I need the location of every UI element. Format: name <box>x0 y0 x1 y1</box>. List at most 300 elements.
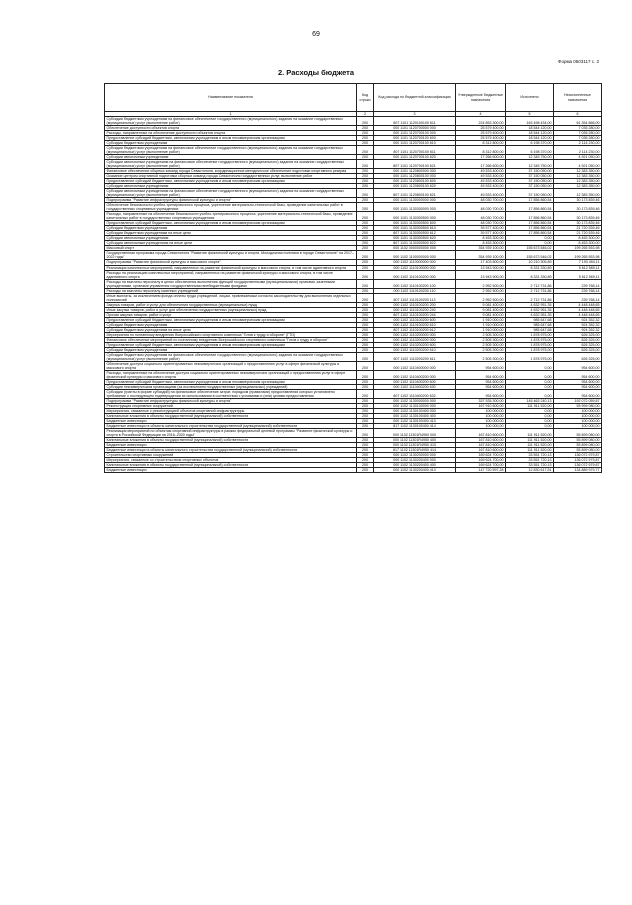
row-executed-amount: 6 198 370,00 <box>506 146 554 155</box>
row-executed-amount: 18 544 120,00 <box>506 126 554 131</box>
row-line-code: 200 <box>357 146 374 155</box>
row-line-code: 200 <box>357 453 374 458</box>
row-approved-amount: 1 910 000,00 <box>456 317 506 322</box>
row-name: Прочая закупка товаров, работ и услуг <box>105 312 357 317</box>
row-line-code: 200 <box>357 246 374 251</box>
row-name: Субсидии бюджетным учреждениям на иные цели <box>105 327 357 332</box>
row-name: Субсидии бюджетным учреждениям на иные цели <box>105 231 357 236</box>
row-executed-amount: 2 712 731,86 <box>506 288 554 293</box>
row-classification-code: 000 1101 1120700100 000 <box>374 131 456 136</box>
row-approved-amount: 48 030 700,00 <box>456 203 506 212</box>
table-row <box>105 429 602 438</box>
row-executed-amount: 17 856 860,54 <box>506 198 554 203</box>
row-line-code: 200 <box>357 270 374 279</box>
row-executed-amount: 33 551 720,13 <box>506 463 554 468</box>
row-executed-amount: 111 911 520,00 <box>506 448 554 453</box>
row-approved-amount: 100 000,00 <box>456 419 506 424</box>
row-classification-code: 807 1101 1120700100 621 <box>374 160 456 169</box>
row-unexecuted-amount: 954 600,00 <box>554 384 602 389</box>
row-unexecuted-amount: 626 325,00 <box>554 342 602 347</box>
row-classification-code: 000 1102 11301R4950 410 <box>374 443 456 448</box>
row-classification-code: 000 1102 1110400000 000 <box>374 361 456 370</box>
row-unexecuted-amount: 4 921 050,00 <box>554 155 602 160</box>
row-classification-code: 000 1102 1110400200 600 <box>374 379 456 384</box>
row-classification-code: 000 1102 1130100400 000 <box>374 408 456 413</box>
row-approved-amount: 13 943 900,00 <box>456 265 506 270</box>
row-line-code: 200 <box>357 169 374 174</box>
row-classification-code: 817 1102 1130100400 414 <box>374 424 456 429</box>
row-name: Субсидии автономным учреждениям <box>105 184 357 189</box>
row-executed-amount: 0,00 <box>506 408 554 413</box>
header-row <box>105 84 602 112</box>
table-row <box>105 160 602 169</box>
row-line-code: 200 <box>357 342 374 347</box>
row-name: Субсидии некоммерческим организациям (за исключением государственных (муниципальных) учреждений) <box>105 384 357 389</box>
row-approved-amount: 25 579 400,00 <box>456 136 506 141</box>
row-approved-amount: 224 853 300,00 <box>456 117 506 126</box>
row-unexecuted-amount: 199 265 553,98 <box>554 246 602 251</box>
row-name: Субсидии автономным учреждениям на иные цели <box>105 241 357 246</box>
row-name: Капитальные вложения в объекты государственной (муниципальной) собственности <box>105 413 357 418</box>
row-unexecuted-amount: 136 072 979,87 <box>554 458 602 463</box>
row-line-code: 200 <box>357 179 374 184</box>
row-name: Субсидии бюджетным учреждениям на финансовое обеспечение государственного (муниципального) задания на оказание государственных (муниципальных) услуг (выполнение работ) <box>105 352 357 361</box>
row-unexecuted-amount: 5 612 569,11 <box>554 270 602 279</box>
row-approved-amount: 954 600,00 <box>456 389 506 398</box>
row-unexecuted-amount: 55 899 080,00 <box>554 429 602 438</box>
row-unexecuted-amount: 7 193 494,11 <box>554 260 602 265</box>
table-row <box>105 212 602 221</box>
row-executed-amount: 1 878 975,00 <box>506 337 554 342</box>
row-line-code: 200 <box>357 317 374 322</box>
row-classification-code: 000 1102 1110100000 000 <box>374 265 456 270</box>
row-line-code: 200 <box>357 448 374 453</box>
row-line-code: 200 <box>357 322 374 327</box>
row-name: Мероприятия, связанные со строительством спортивных объектов <box>105 458 357 463</box>
row-name: Субсидии бюджетным учреждениям <box>105 141 357 146</box>
row-name: Оказание центром спортивной подготовки сборных команд города Севастополя государственных услуг, выполнение работ <box>105 174 357 179</box>
row-line-code: 200 <box>357 370 374 379</box>
row-approved-amount: 39 577 400,00 <box>456 226 506 231</box>
row-line-code: 200 <box>357 408 374 413</box>
row-line-code: 200 <box>357 419 374 424</box>
row-unexecuted-amount: 8 453 300,00 <box>554 241 602 246</box>
row-approved-amount: 48 030 700,00 <box>456 221 506 226</box>
row-line-code: 200 <box>357 398 374 403</box>
row-unexecuted-amount: 954 600,00 <box>554 361 602 370</box>
expenses-table <box>104 83 602 473</box>
row-classification-code: 807 1102 1110100200 612 <box>374 327 456 332</box>
row-classification-code: 807 1101 1120100100 611 <box>374 117 456 126</box>
section-title: 2. Расходы бюджета <box>277 68 355 77</box>
row-line-code: 200 <box>357 265 374 270</box>
row-unexecuted-amount: 12 383 350,00 <box>554 189 602 198</box>
row-approved-amount: 954 600,00 <box>456 361 506 370</box>
row-name: Обеспечение доступности объектов спорта <box>105 126 357 131</box>
row-classification-code: 000 1101 1130300500 600 <box>374 221 456 226</box>
table-row <box>105 279 602 288</box>
row-approved-amount: 49 533 400,00 <box>456 179 506 184</box>
row-classification-code: 000 1101 1130300500 610 <box>374 226 456 231</box>
row-name: Подпрограмма "Развитие физической культуры и массового спорта" <box>105 260 357 265</box>
row-line-code: 200 <box>357 384 374 389</box>
row-name: Капитальные вложения в объекты государственной (муниципальной) собственности <box>105 438 357 443</box>
row-classification-code: 000 1102 1130100400 410 <box>374 419 456 424</box>
row-approved-amount: 167 810 600,00 <box>456 438 506 443</box>
row-approved-amount: 13 943 900,00 <box>456 270 506 279</box>
row-approved-amount: 100 000,00 <box>456 424 506 429</box>
row-executed-amount: 0,00 <box>506 370 554 379</box>
row-approved-amount: 49 533 400,00 <box>456 189 506 198</box>
row-name: Предоставление субсидий бюджетным, автономным учреждениям и иным некоммерческим организациям <box>105 379 357 384</box>
row-executed-amount: 0,00 <box>506 389 554 398</box>
row-name: Субсидии бюджетным учреждениям на финансовое обеспечение государственного (муниципального) задания на оказание государственных (муниципальных) услуг (выполнение работ) <box>105 146 357 155</box>
column-header-unexecuted: Неисполненные назначения <box>554 84 602 112</box>
row-name: Бюджетные инвестиции в объекты капитального строительства государственной (муниципальной) собственности <box>105 424 357 429</box>
table-row <box>105 370 602 379</box>
page-number: 69 <box>312 31 320 38</box>
row-classification-code: 807 1102 1110400200 632 <box>374 389 456 398</box>
row-unexecuted-amount: 239 768,14 <box>554 293 602 302</box>
row-executed-amount: 111 911 520,00 <box>506 443 554 448</box>
row-approved-amount: 354 939 100,00 <box>456 246 506 251</box>
row-executed-amount: 12 345 750,00 <box>506 155 554 160</box>
column-header-name: Наименование показателя <box>105 84 357 112</box>
row-line-code: 200 <box>357 361 374 370</box>
row-executed-amount: 985 647,68 <box>506 317 554 322</box>
row-name: Предоставление субсидий бюджетным, автономным учреждениям и иным некоммерческим организациям <box>105 342 357 347</box>
row-classification-code: 817 1102 11301R4950 414 <box>374 448 456 453</box>
row-unexecuted-amount: 8 453 300,00 <box>554 236 602 241</box>
row-name: Субсидии автономным учреждениям на финансовое обеспечение государственного (муниципального) задания на оказание государственных (муниципальных) услуг (выполнение работ) <box>105 189 357 198</box>
row-line-code: 200 <box>357 352 374 361</box>
row-classification-code: 000 1101 1130300500 000 <box>374 212 456 221</box>
row-classification-code: 000 1101 1130300000 000 <box>374 203 456 212</box>
row-line-code: 200 <box>357 212 374 221</box>
column-number: 3 <box>374 112 456 117</box>
row-classification-code: 000 1102 1110100200 610 <box>374 322 456 327</box>
table-row <box>105 468 602 473</box>
table-row <box>105 189 602 198</box>
row-approved-amount: 169 624 700,00 <box>456 463 506 468</box>
row-classification-code: 000 1102 1100000000 000 <box>374 251 456 260</box>
row-name: Строительство спортивных сооружений <box>105 453 357 458</box>
row-executed-amount: 37 150 050,00 <box>506 189 554 198</box>
row-executed-amount: 37 150 050,00 <box>506 179 554 184</box>
column-header-classification: Код расхода по бюджетной классификации <box>374 84 456 112</box>
column-number: 1 <box>105 112 357 117</box>
row-line-code: 200 <box>357 438 374 443</box>
row-approved-amount: 48 030 700,00 <box>456 212 506 221</box>
row-line-code: 200 <box>357 332 374 337</box>
row-unexecuted-amount: 21 720 539,46 <box>554 231 602 236</box>
row-classification-code: 000 1102 1130000000 000 <box>374 398 456 403</box>
table-row <box>105 203 602 212</box>
row-classification-code: 000 1102 1130100000 000 <box>374 403 456 408</box>
row-name: Предоставление субсидий бюджетным, автономным учреждениям и иным некоммерческим организациям <box>105 179 357 184</box>
row-name: Подпрограмма "Развитие инфраструктуры физической культуры и спорта" <box>105 198 357 203</box>
table-row <box>105 352 602 361</box>
row-name: Предоставление субсидий бюджетным, автономным учреждениям и иным некоммерческим организациям <box>105 136 357 141</box>
row-executed-amount: 111 911 520,00 <box>506 438 554 443</box>
row-classification-code: 000 1102 1110200200 610 <box>374 347 456 352</box>
row-name: Государственная программа города Севастополя "Развитие физической культуры и спорта. Молодежная политика в городе Севастополе" на 2017–2022 годы" <box>105 251 357 260</box>
row-unexecuted-amount: 7 035 280,00 <box>554 131 602 136</box>
row-classification-code: 000 1102 1110100200 200 <box>374 302 456 307</box>
row-approved-amount: 169 624 700,00 <box>456 453 506 458</box>
row-name: Мероприятия по поэтапному внедрению Всероссийского спортивного комплекса "Готов к труду и обороне" (ГТО) <box>105 332 357 337</box>
row-name: Финансовое обеспечение мероприятий по поэтапному внедрению Всероссийского спортивного комплекса "Готов к труду и обороне" <box>105 337 357 342</box>
row-approved-amount: 147 720 597,28 <box>456 468 506 473</box>
row-classification-code: 000 1102 1110400200 630 <box>374 384 456 389</box>
row-approved-amount: 2 952 500,00 <box>456 279 506 288</box>
row-line-code: 200 <box>357 302 374 307</box>
row-executed-amount: 111 911 520,00 <box>506 403 554 408</box>
row-line-code: 200 <box>357 327 374 332</box>
row-executed-amount: 8 331 330,89 <box>506 265 554 270</box>
row-name: Бюджетные инвестиции в объекты капитального строительства государственной (муниципальной) собственности <box>105 448 357 453</box>
row-approved-amount: 25 579 400,00 <box>456 131 506 136</box>
row-classification-code: 000 1102 1130100400 400 <box>374 413 456 418</box>
row-name: Субсидии бюджетным учреждениям <box>105 322 357 327</box>
row-executed-amount: 8 331 330,89 <box>506 270 554 279</box>
row-classification-code: 000 1102 1110100200 100 <box>374 279 456 288</box>
row-line-code: 200 <box>357 379 374 384</box>
row-line-code: 200 <box>357 293 374 302</box>
row-approved-amount: 17 403 800,00 <box>456 260 506 265</box>
column-header-line-code: Код строки <box>357 84 374 112</box>
row-unexecuted-amount: 7 035 280,00 <box>554 136 602 141</box>
row-unexecuted-amount: 21 720 539,46 <box>554 226 602 231</box>
row-executed-amount: 0,00 <box>506 419 554 424</box>
row-name: Финансовое обеспечение сборных команд города Севастополя, координационное методическое обеспечение подготовки спортивного резерва <box>105 169 357 174</box>
row-approved-amount: 167 810 600,00 <box>456 429 506 438</box>
row-classification-code: 000 1102 1130200400 410 <box>374 468 456 473</box>
row-executed-amount: 2 712 731,86 <box>506 293 554 302</box>
row-approved-amount: 354 939 100,00 <box>456 251 506 260</box>
row-unexecuted-amount: 239 768,14 <box>554 288 602 293</box>
row-approved-amount: 167 910 600,00 <box>456 403 506 408</box>
row-line-code: 200 <box>357 226 374 231</box>
row-line-code: 200 <box>357 279 374 288</box>
row-line-code: 200 <box>357 198 374 203</box>
row-line-code: 200 <box>357 424 374 429</box>
table-row <box>105 117 602 126</box>
row-line-code: 200 <box>357 413 374 418</box>
row-unexecuted-amount: 55 899 080,00 <box>554 443 602 448</box>
row-executed-amount: 37 150 050,00 <box>506 174 554 179</box>
row-executed-amount: 0,00 <box>506 361 554 370</box>
row-unexecuted-amount: 55 899 080,00 <box>554 438 602 443</box>
row-name: Субсидии бюджетным учреждениям на финансовое обеспечение государственного (муниципального) задания на оказание государственных (муниципальных) услуг (выполнение работ) <box>105 117 357 126</box>
row-executed-amount: 0,00 <box>506 241 554 246</box>
row-name: Расходы, направленные на обеспечение безопасности учебно-тренировочного процесса, укрепление материально-технической базы, проведение капитальных работ в государственных спортивных учреждениях <box>105 212 357 221</box>
row-line-code: 200 <box>357 443 374 448</box>
row-approved-amount: 39 577 400,00 <box>456 231 506 236</box>
row-classification-code: 000 1101 1120800100 000 <box>374 174 456 179</box>
row-classification-code: 000 1102 1110100200 110 <box>374 288 456 293</box>
row-line-code: 200 <box>357 136 374 141</box>
row-executed-amount: 33 551 720,13 <box>506 453 554 458</box>
row-name: Расходы, направленные на обеспечение доступности объектов спорта <box>105 131 357 136</box>
row-line-code: 200 <box>357 389 374 398</box>
row-executed-amount: 17 856 860,54 <box>506 212 554 221</box>
column-header-executed: Исполнено <box>506 84 554 112</box>
row-unexecuted-amount: 626 325,00 <box>554 347 602 352</box>
row-classification-code: 000 1102 1110400200 000 <box>374 370 456 379</box>
row-name: Подпрограмма "Развитие инфраструктуры физической культуры и спорта" <box>105 398 357 403</box>
row-approved-amount: 954 600,00 <box>456 379 506 384</box>
row-line-code: 200 <box>357 429 374 438</box>
column-number: 5 <box>506 112 554 117</box>
row-approved-amount: 49 533 400,00 <box>456 174 506 179</box>
row-approved-amount: 1 910 000,00 <box>456 322 506 327</box>
row-approved-amount: 8 453 300,00 <box>456 241 506 246</box>
row-classification-code: 000 1102 1110200200 600 <box>374 342 456 347</box>
row-executed-amount: 163 498 434,00 <box>506 117 554 126</box>
row-line-code: 200 <box>357 126 374 131</box>
row-approved-amount: 17 266 600,00 <box>456 155 506 160</box>
row-executed-amount: 17 856 860,54 <box>506 203 554 212</box>
row-executed-amount: 17 856 860,54 <box>506 226 554 231</box>
row-unexecuted-amount: 100 000,00 <box>554 419 602 424</box>
row-unexecuted-amount: 55 999 080,00 <box>554 403 602 408</box>
row-name: Расходы на выплаты персоналу казенных учреждений <box>105 288 357 293</box>
row-approved-amount: 25 579 400,00 <box>456 126 506 131</box>
row-name: Бюджетные инвестиции <box>105 468 357 473</box>
row-unexecuted-amount: 7 035 280,00 <box>554 126 602 131</box>
column-number: 6 <box>554 112 602 117</box>
row-name: Иные выплаты, за исключением фонда оплаты труда учреждений, лицам, привлекаемым согласно законодательству для выполнения отдельных полномочий <box>105 293 357 302</box>
row-executed-amount: 2 712 731,86 <box>506 279 554 288</box>
row-executed-amount: 4 632 951,35 <box>506 312 554 317</box>
row-approved-amount: 9 081 400,00 <box>456 307 506 312</box>
row-unexecuted-amount: 626 325,00 <box>554 332 602 337</box>
row-unexecuted-amount: 4 448 448,65 <box>554 312 602 317</box>
row-approved-amount: 8 312 800,00 <box>456 141 506 146</box>
table-row <box>105 293 602 302</box>
row-name: Субсидии автономным учреждениям <box>105 155 357 160</box>
row-unexecuted-amount: 954 600,00 <box>554 389 602 398</box>
row-executed-amount: 4 632 951,35 <box>506 302 554 307</box>
row-unexecuted-amount: 61 354 866,00 <box>554 117 602 126</box>
row-executed-amount: 985 647,68 <box>506 327 554 332</box>
row-executed-amount: 0,00 <box>506 236 554 241</box>
row-approved-amount: 49 533 400,00 <box>456 169 506 174</box>
row-approved-amount: 2 505 300,00 <box>456 332 506 337</box>
row-unexecuted-amount: 626 325,00 <box>554 352 602 361</box>
row-unexecuted-amount: 55 899 080,00 <box>554 448 602 453</box>
table-body <box>105 117 602 473</box>
row-unexecuted-amount: 100 000,00 <box>554 408 602 413</box>
row-executed-amount: 0,00 <box>506 384 554 389</box>
row-executed-amount: 12 830 617,51 <box>506 468 554 473</box>
row-approved-amount: 17 266 600,00 <box>456 160 506 169</box>
row-name: Массовый спорт <box>105 246 357 251</box>
row-executed-amount: 6 198 370,00 <box>506 141 554 146</box>
row-executed-amount: 18 544 120,00 <box>506 136 554 141</box>
row-classification-code: 000 1101 1130300500 620 <box>374 236 456 241</box>
row-approved-amount: 954 600,00 <box>456 370 506 379</box>
row-executed-amount: 0,00 <box>506 379 554 384</box>
row-name: Расходы на выплаты персоналу в целях обеспечения выполнения функций государственными (муниципальными) органами, казенными учреждениями, органами управления государственными внебюджетными фондами <box>105 279 357 288</box>
row-classification-code: 000 1102 1110100200 600 <box>374 317 456 322</box>
row-classification-code: 807 1102 1110100200 113 <box>374 293 456 302</box>
column-header-approved: Утвержденные бюджетные назначения <box>456 84 506 112</box>
row-unexecuted-amount: 134 889 979,77 <box>554 468 602 473</box>
row-name: Реконструкция спортивных сооружений <box>105 403 357 408</box>
row-executed-amount: 33 551 720,13 <box>506 458 554 463</box>
row-executed-amount: 155 673 546,02 <box>506 246 554 251</box>
row-name: Субсидии бюджетным учреждениям <box>105 347 357 352</box>
row-classification-code: 000 1102 1130200000 000 <box>374 453 456 458</box>
row-name: Субсидии бюджетным учреждениям <box>105 226 357 231</box>
row-line-code: 200 <box>357 231 374 236</box>
row-executed-amount: 1 878 975,00 <box>506 347 554 352</box>
row-name: Иные закупки товаров, работ и услуг для обеспечения государственных (муниципальных) нужд <box>105 307 357 312</box>
row-name: Субсидии автономным учреждениям <box>105 236 357 241</box>
row-name: Бюджетные инвестиции <box>105 443 357 448</box>
row-line-code: 200 <box>357 458 374 463</box>
row-classification-code: 807 1101 1130300500 622 <box>374 241 456 246</box>
row-executed-amount: 18 544 120,00 <box>506 131 554 136</box>
row-executed-amount: 37 150 050,00 <box>506 169 554 174</box>
row-approved-amount: 337 535 300,00 <box>456 398 506 403</box>
form-label: Форма 0503117 с. 2 <box>558 59 599 64</box>
row-unexecuted-amount: 4 448 448,65 <box>554 302 602 307</box>
row-classification-code: 000 1101 1120700100 620 <box>374 155 456 160</box>
row-line-code: 200 <box>357 131 374 136</box>
row-line-code: 200 <box>357 141 374 146</box>
row-name: Субсидии автономным учреждениям на финансовое обеспечение государственного (муниципального) задания на оказание государственных (муниципальных) услуг (выполнение работ) <box>105 160 357 169</box>
row-executed-amount: 0,00 <box>506 413 554 418</box>
row-approved-amount: 2 505 300,00 <box>456 337 506 342</box>
row-line-code: 200 <box>357 236 374 241</box>
row-approved-amount: 2 505 300,00 <box>456 352 506 361</box>
row-line-code: 200 <box>357 307 374 312</box>
row-line-code: 200 <box>357 241 374 246</box>
row-classification-code: 000 1101 1120700100 610 <box>374 141 456 146</box>
row-unexecuted-amount: 100 000,00 <box>554 424 602 429</box>
row-line-code: 200 <box>357 463 374 468</box>
row-unexecuted-amount: 924 352,32 <box>554 317 602 322</box>
row-executed-amount: 12 345 750,00 <box>506 160 554 169</box>
row-approved-amount: 9 081 400,00 <box>456 302 506 307</box>
row-classification-code: 000 1102 1110100200 240 <box>374 307 456 312</box>
table-row <box>105 251 602 260</box>
row-unexecuted-amount: 136 072 979,87 <box>554 463 602 468</box>
row-classification-code: 000 1102 1130200400 000 <box>374 458 456 463</box>
row-approved-amount: 169 624 700,00 <box>456 458 506 463</box>
row-classification-code: 000 1102 1110100200 000 <box>374 270 456 279</box>
row-approved-amount: 167 810 600,00 <box>456 448 506 453</box>
table-row <box>105 389 602 398</box>
row-name: Реализация мероприятий по объектам спортивной инфраструктуры в рамках федеральной целевой программы "Развитие физической культуры и спорта в Российской Федерации на 2016–2020 годы" <box>105 429 357 438</box>
row-line-code: 200 <box>357 155 374 160</box>
row-line-code: 200 <box>357 312 374 317</box>
row-name: Обеспечение безопасности учебно-тренировочного процесса, укрепление материально-технической базы, проведение капитальных работ в государственных спортивных учреждениях <box>105 203 357 212</box>
row-approved-amount: 49 533 400,00 <box>456 184 506 189</box>
row-line-code: 200 <box>357 468 374 473</box>
row-executed-amount: 1 878 975,00 <box>506 342 554 347</box>
table-row <box>105 146 602 155</box>
row-unexecuted-amount: 2 114 230,00 <box>554 146 602 155</box>
row-unexecuted-amount: 239 768,14 <box>554 279 602 288</box>
row-unexecuted-amount: 954 600,00 <box>554 379 602 384</box>
row-line-code: 200 <box>357 184 374 189</box>
row-name: Расходы, направленные на обеспечение доступа социально ориентированных некоммерческих организаций к предоставлению услуг в сфере физической культуры и массового спорта <box>105 370 357 379</box>
row-unexecuted-amount: 12 383 350,00 <box>554 179 602 184</box>
